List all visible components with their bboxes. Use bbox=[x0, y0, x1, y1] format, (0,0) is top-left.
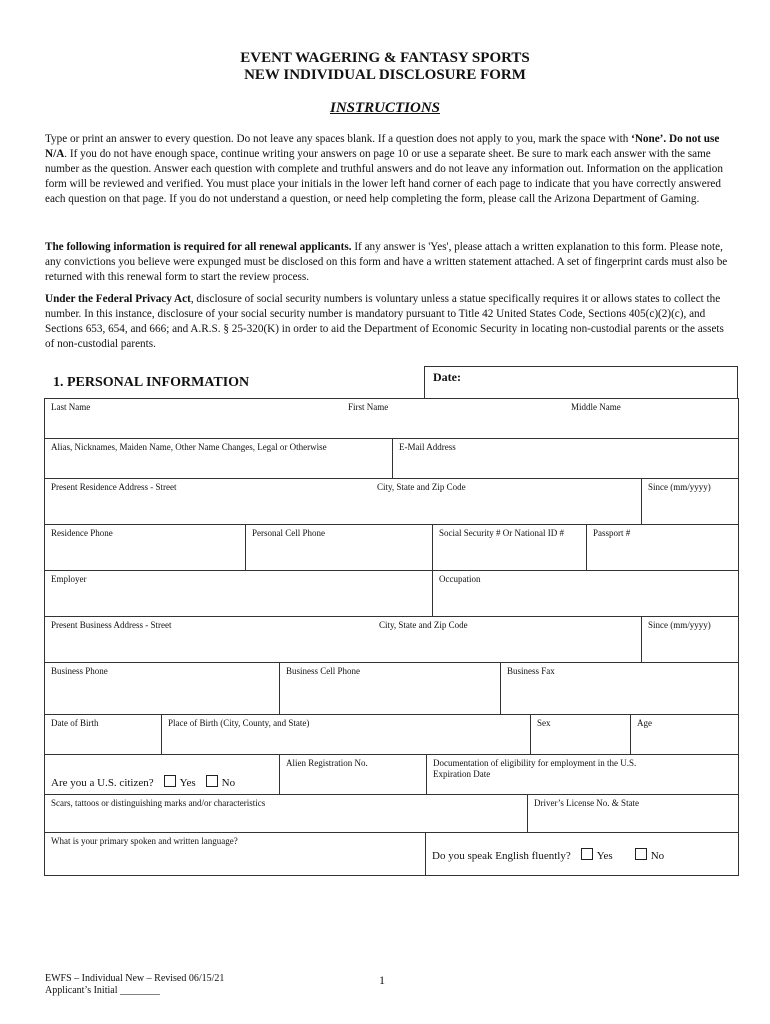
place-of-birth-field[interactable]: Place of Birth (City, County, and State) bbox=[161, 715, 530, 754]
business-city-label: City, State and Zip Code bbox=[379, 620, 468, 630]
expiration-date-label: Expiration Date bbox=[433, 769, 491, 779]
business-since-field[interactable]: Since (mm/yyyy) bbox=[641, 617, 738, 662]
citizen-yes-checkbox[interactable] bbox=[164, 775, 176, 787]
form-title-line1: EVENT WAGERING & FANTASY SPORTS bbox=[240, 50, 530, 66]
alias-field[interactable]: Alias, Nicknames, Maiden Name, Other Name Changes, Legal or Otherwise bbox=[51, 442, 327, 452]
citizen-no-checkbox[interactable] bbox=[206, 775, 218, 787]
english-fluent-question: Do you speak English fluently? Yes No bbox=[425, 833, 738, 875]
personal-cell-phone-field[interactable]: Personal Cell Phone bbox=[245, 525, 432, 570]
residence-since-field[interactable]: Since (mm/yyyy) bbox=[641, 479, 738, 524]
last-name-label: Last Name bbox=[51, 402, 91, 412]
first-name-label: First Name bbox=[348, 402, 389, 412]
business-address-field[interactable] bbox=[45, 617, 641, 662]
occupation-field[interactable]: Occupation bbox=[432, 571, 738, 616]
privacy-act-paragraph: Under the Federal Privacy Act, disclosure of social security numbers is voluntary unless a statue specifically requires it or allows states to collect the number. In this instance, disclosure of your social security number is mandatory pursuant to Title 42 United States Code, Sections 405(c)(2)(c), and Sections 653, 654, and 666; and A.R.S. § 25-320(K) in order to aid the Department of Economic Security in locating non-custodial parents or the assets of non-custodial parents. bbox=[45, 293, 724, 350]
page-number: 1 bbox=[379, 973, 385, 987]
middle-name-label: Middle Name bbox=[571, 402, 621, 412]
us-citizen-question: Are you a U.S. citizen? Yes No bbox=[51, 777, 236, 789]
personal-information-grid bbox=[44, 398, 739, 876]
business-phone-field[interactable]: Business Phone bbox=[51, 666, 108, 676]
date-field[interactable]: Date: bbox=[424, 366, 738, 398]
business-street-label: Present Business Address - Street bbox=[51, 620, 172, 630]
ssn-field[interactable]: Social Security # Or National ID # bbox=[432, 525, 586, 570]
eligibility-doc-label: Documentation of eligibility for employment in the U.S. bbox=[433, 758, 637, 768]
scars-tattoos-field[interactable]: Scars, tattoos or distinguishing marks and/or characteristics bbox=[51, 798, 266, 808]
passport-field[interactable]: Passport # bbox=[586, 525, 738, 570]
residence-street-label: Present Residence Address - Street bbox=[51, 482, 177, 492]
email-field[interactable]: E-Mail Address bbox=[392, 439, 738, 478]
date-of-birth-field[interactable]: Date of Birth bbox=[51, 718, 99, 728]
primary-language-field[interactable]: What is your primary spoken and written language? bbox=[51, 836, 238, 846]
age-field[interactable]: Age bbox=[630, 715, 738, 754]
residence-city-label: City, State and Zip Code bbox=[377, 482, 466, 492]
english-yes-checkbox[interactable] bbox=[581, 848, 593, 860]
applicant-initial-field[interactable]: Applicant’s Initial ________ bbox=[45, 985, 160, 996]
english-no-checkbox[interactable] bbox=[635, 848, 647, 860]
residence-phone-field[interactable]: Residence Phone bbox=[51, 528, 113, 538]
form-title-line2: NEW INDIVIDUAL DISCLOSURE FORM bbox=[244, 67, 526, 83]
page-footer bbox=[45, 973, 224, 997]
business-cell-phone-field[interactable]: Business Cell Phone bbox=[279, 663, 500, 714]
business-fax-field[interactable]: Business Fax bbox=[500, 663, 738, 714]
alien-registration-field[interactable]: Alien Registration No. bbox=[279, 755, 426, 794]
sex-field[interactable]: Sex bbox=[530, 715, 630, 754]
renewal-paragraph: The following information is required for all renewal applicants. If any answer is 'Yes', please attach a written explanation to this form. Please note, any convictions you believe were expunged must be disclosed on this form and have a written statement attached. A set of fingerprint cards must also be returned with this renewal form to start the review process. bbox=[45, 241, 728, 283]
employer-field[interactable]: Employer bbox=[51, 574, 87, 584]
residence-address-field[interactable] bbox=[45, 479, 641, 524]
instructions-paragraph: Type or print an answer to every question. Do not leave any spaces blank. If a question does not apply to you, mark the space with ‘None’. Do not use N/A. If you do not have enough space, continue writing your answers on page 10 or use a separate sheet. Be sure to mark each answer with the same number as the question. Answer each question with complete and truthful answers and do not leave any information out. Information on the application form will be reviewed and verified. You must place your initials in the lower left hand corner of each page to indicate that you have correctly answered each question on that page. If you do not understand a question, or need help completing the form, please call the Arizona Department of Gaming. bbox=[45, 133, 723, 205]
drivers-license-field[interactable]: Driver’s License No. & State bbox=[527, 795, 738, 832]
revision-label: EWFS – Individual New – Revised 06/15/21 bbox=[45, 973, 225, 984]
section-personal-information-title: 1. PERSONAL INFORMATION bbox=[53, 375, 250, 390]
employment-eligibility-field[interactable] bbox=[426, 755, 738, 794]
instructions-heading: INSTRUCTIONS bbox=[329, 100, 441, 116]
name-field[interactable] bbox=[45, 399, 738, 438]
